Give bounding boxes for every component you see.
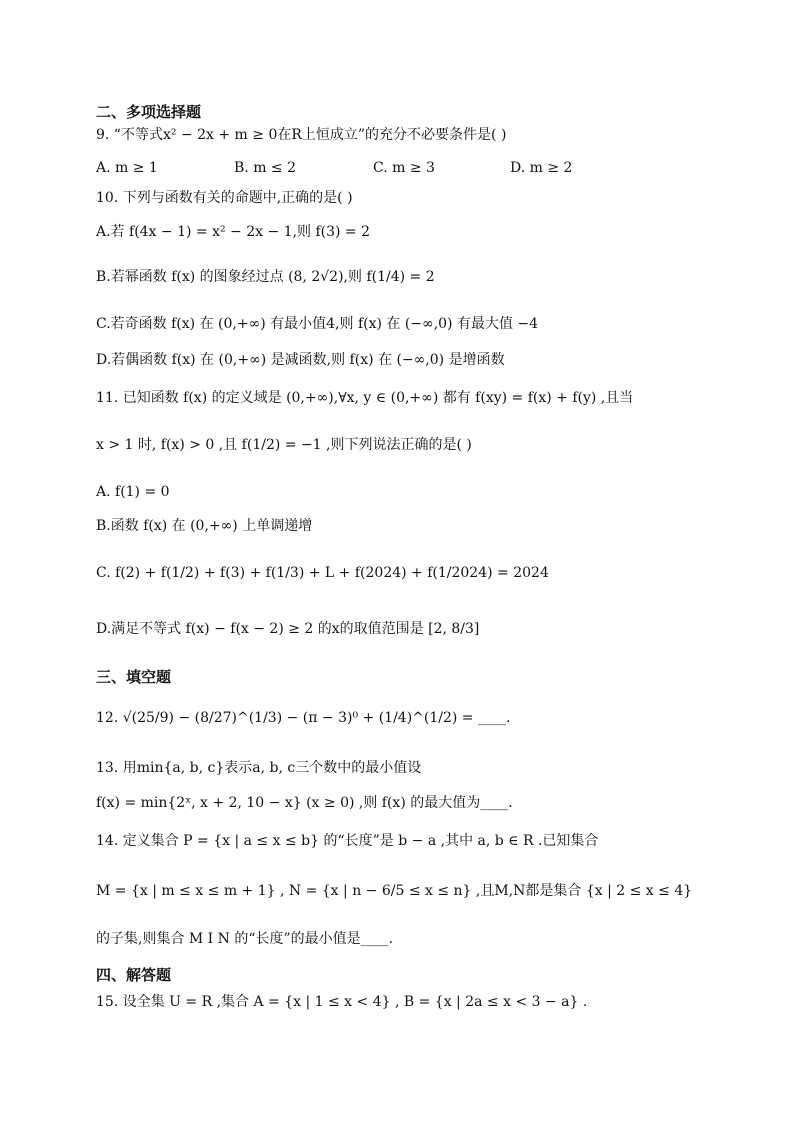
q11-stem-line2: x > 1 时, f(x) > 0 ,且 f(1/2) = −1 ,则下列说法正确的是( ): [96, 437, 472, 453]
q15-text: 15. 设全集 U = R ,集合 A = {x | 1 ≤ x < 4} , B = {x | 2a ≤ x < 3 − a} .: [96, 994, 588, 1010]
section-multi-choice-title: 二、多项选择题: [96, 103, 202, 121]
q10-option-b: B.若幂函数 f(x) 的图象经过点 (8, 2√2),则 f(1/4) = 2: [96, 269, 435, 285]
q13-line1: 13. 用min{a, b, c}表示a, b, c三个数中的最小值设: [96, 760, 422, 776]
q14-line1: 14. 定义集合 P = {x | a ≤ x ≤ b} 的“长度”是 b − a ,其中 a, b ∈ R .已知集合: [96, 833, 599, 849]
q11-option-a: A. f(1) = 0: [96, 484, 170, 500]
section-answer-title: 四、解答题: [96, 966, 172, 984]
q14-line3: 的子集,则集合 M I N 的“长度”的最小值是____.: [96, 931, 394, 947]
q11-option-b: B.函数 f(x) 在 (0,+∞) 上单调递增: [96, 518, 313, 534]
section-fill-blank-title: 三、填空题: [96, 668, 172, 686]
q9-option-b: B. m ≤ 2: [234, 160, 297, 176]
q10-stem: 10. 下列与函数有关的命题中,正确的是( ): [96, 190, 353, 206]
q9-option-c: C. m ≥ 3: [373, 160, 435, 176]
q10-option-a: A.若 f(4x − 1) = x² − 2x − 1,则 f(3) = 2: [96, 224, 371, 240]
q9-option-a: A. m ≥ 1: [96, 160, 158, 176]
q11-option-c: C. f(2) + f(1/2) + f(3) + f(1/3) + L + f(2024) + f(1/2024) = 2024: [96, 565, 549, 581]
q9-stem: 9. “不等式x² − 2x + m ≥ 0在R上恒成立”的充分不必要条件是( ): [96, 127, 507, 143]
q12-text: 12. √(25/9) − (8/27)^(1/3) − (π − 3)⁰ + (1/4)^(1/2) = ____.: [96, 710, 511, 726]
q11-stem-line1: 11. 已知函数 f(x) 的定义域是 (0,+∞),∀x, y ∈ (0,+∞) 都有 f(xy) = f(x) + f(y) ,且当: [96, 390, 634, 406]
q10-option-d: D.若偶函数 f(x) 在 (0,+∞) 是减函数,则 f(x) 在 (−∞,0) 是增函数: [96, 352, 505, 368]
q13-line2: f(x) = min{2ˣ, x + 2, 10 − x} (x ≥ 0) ,则 f(x) 的最大值为____.: [96, 795, 513, 811]
q14-line2: M = {x | m ≤ x ≤ m + 1} , N = {x | n − 6/5 ≤ x ≤ n} ,且M,N都是集合 {x | 2 ≤ x ≤ 4}: [96, 883, 693, 899]
q10-option-c: C.若奇函数 f(x) 在 (0,+∞) 有最小值4,则 f(x) 在 (−∞,0) 有最大值 −4: [96, 316, 539, 332]
q11-option-d: D.满足不等式 f(x) − f(x − 2) ≥ 2 的x的取值范围是 [2, 8/3]: [96, 621, 480, 637]
q9-option-d: D. m ≥ 2: [510, 160, 573, 176]
